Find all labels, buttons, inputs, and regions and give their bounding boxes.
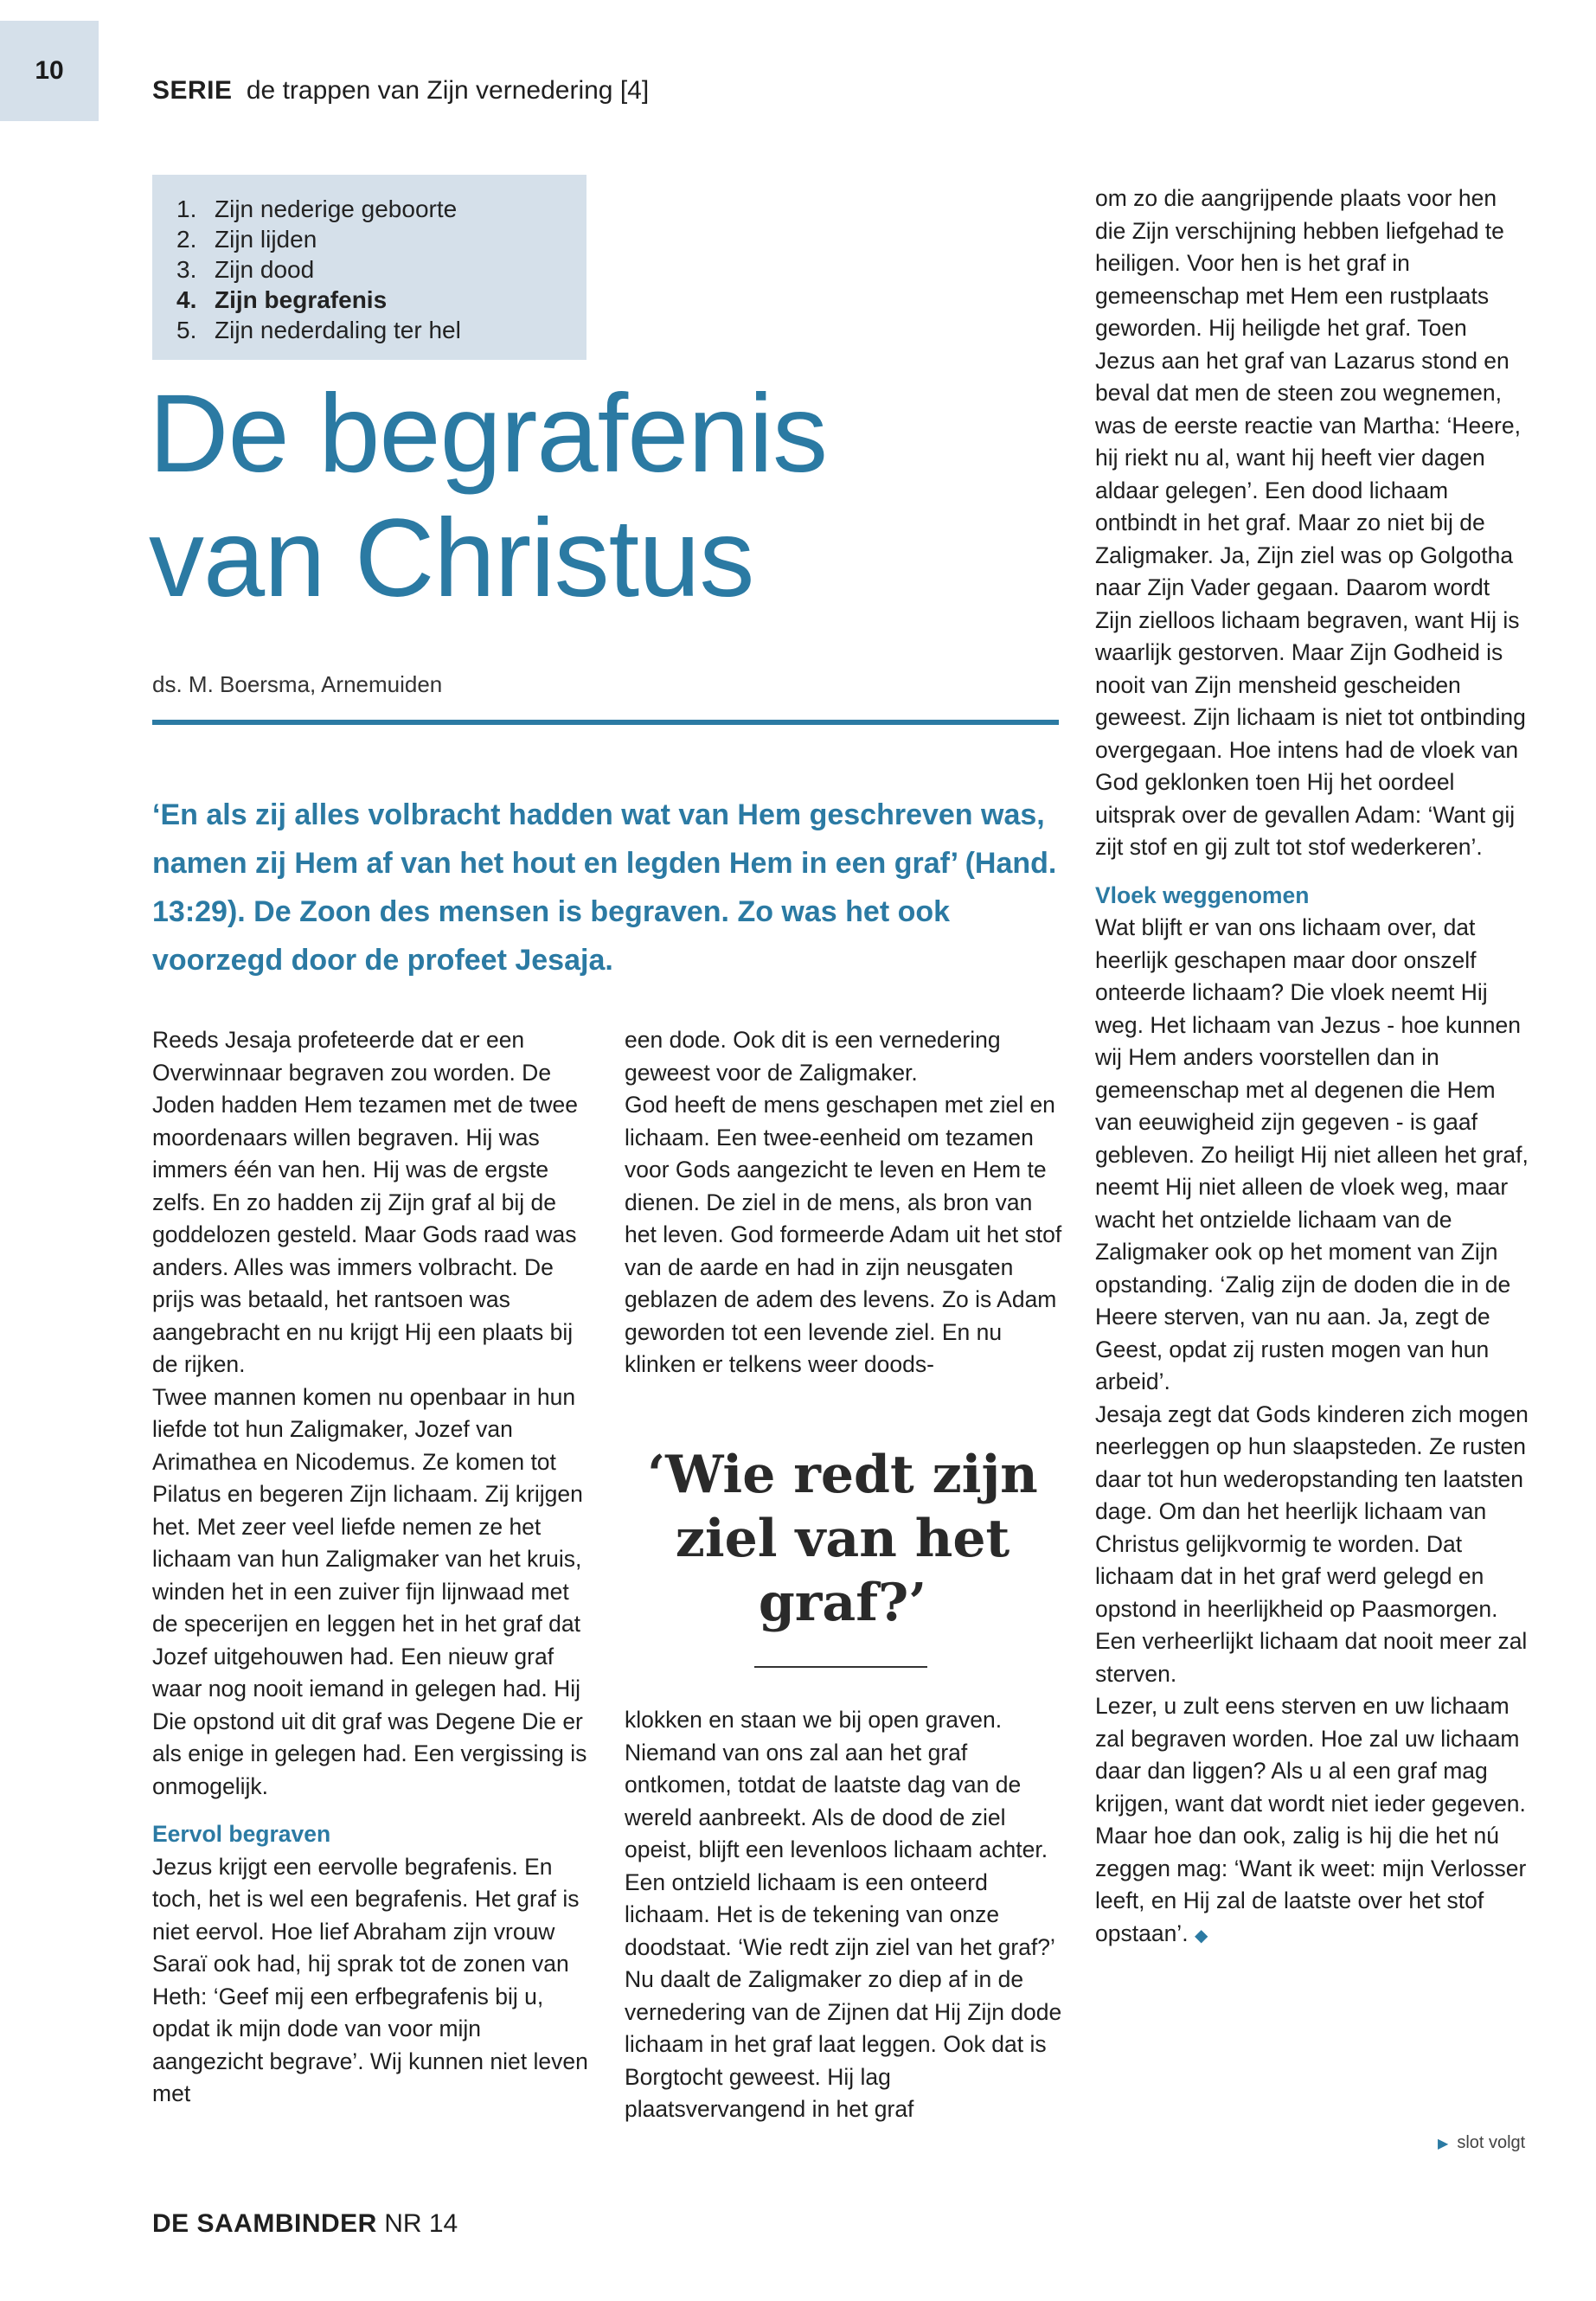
triangle-right-icon: ▶ xyxy=(1438,2137,1449,2151)
series-item-number: 1. xyxy=(176,195,197,222)
intro-lead: ‘En als zij alles volbracht hadden wat van Hem geschreven was, namen zij Hem af van het hout en legden Hem in een graf’ (Hand. 13:29). De Zoon des mensen is begraven. Zo was het ook voorzegd door de profeet Jesaja. xyxy=(152,798,1057,977)
subheading-vloek-weggenomen: Vloek weggenomen xyxy=(1095,881,1310,908)
author-byline: ds. M. Boersma, Arnemuiden xyxy=(152,671,443,697)
series-overview-box xyxy=(152,175,586,360)
column-2-top xyxy=(625,1024,1062,1381)
title-divider xyxy=(152,720,1059,725)
column-3 xyxy=(1095,183,1533,1952)
series-item-number: 5. xyxy=(176,317,197,343)
page-footer xyxy=(152,2209,458,2239)
magazine-name: DE SAAMBINDER xyxy=(152,2209,377,2238)
continued-label: slot volgt xyxy=(1457,2133,1526,2152)
series-item-label: Zijn begrafenis xyxy=(215,286,388,313)
series-item xyxy=(176,315,586,345)
series-item-current xyxy=(176,285,586,315)
continued-note xyxy=(1438,2133,1525,2153)
column-2-bottom xyxy=(625,1704,1062,2126)
running-header xyxy=(152,76,649,106)
paragraph: Reeds Jesaja profeteerde dat er een Overwinnaar begraven zou worden. De Joden hadden Hem tezamen met de twee moordenaars willen begraven. Hij was immers één van hen. Hij was de ergste zelfs. En zo hadden zij Zijn graf al bij de goddelozen gesteld. Maar Gods raad was anders. Alles was immers volbracht. De prijs was betaald, het rantsoen was aangebracht en nu krijgt Hij een plaats bij de rijken. xyxy=(152,1027,579,1377)
paragraph: Jezus krijgt een eervolle begrafenis. En toch, het is wel een begrafenis. Het graf is niet eervol. Hoe lief Abraham zijn vrouw Saraï ook had, hij sprak tot de zonen van Heth: ‘Geef mij een erfbegrafenis bij u, opdat ik mijn dode van voor mijn aangezicht begrave’. Wij kunnen niet leven met xyxy=(152,1853,588,2106)
paragraph: om zo die aangrijpende plaats voor hen die Zijn verschijning hebben liefgehad te heiligen. Voor hen is het graf in gemeenschap met Hem een rustplaats geworden. Hij heiligde het graf. Toen Jezus aan het graf van Lazarus stond en beval dat men de steen zou wegnemen, was de eerste reactie van Martha: ‘Heere, hij riekt nu al, want hij heeft vier dagen aldaar gelegen’. Een dood lichaam ontbindt in het graf. Maar zo niet bij de Zaligmaker. Ja, Zijn ziel was op Golgotha naar Zijn Vader gegaan. Daarom wordt Zijn zielloos lichaam begraven, want Hij is waarlijk gestorven. Maar Zijn Godheid is nooit van Zijn mensheid gescheiden geweest. Zijn lichaam is niet tot ontbinding overgegaan. Hoe intens had de vloek van God geklonken toen Hij het oordeel uitsprak over de gevallen Adam: ‘Want gij zijt stof en gij zult tot stof wederkeren’. xyxy=(1095,185,1526,860)
article-title xyxy=(149,372,1066,621)
issue-number: NR 14 xyxy=(384,2209,458,2238)
paragraph: God heeft de mens geschapen met ziel en lichaam. Een twee-eenheid om tezamen voor Gods aangezicht te leven en Hem te dienen. De ziel in de mens, als bron van het leven. God formeerde Adam uit het stof van de aarde en had in zijn neusgaten geblazen de adem des levens. Zo is Adam geworden tot een levende ziel. En nu klinken er telkens weer doods- xyxy=(625,1092,1062,1377)
end-diamond-icon: ◆ xyxy=(1194,1926,1208,1945)
series-item-number: 2. xyxy=(176,226,197,253)
paragraph-text: Lezer, u zult eens sterven en uw lichaam zal begraven worden. Hoe zal uw lichaam daar dan liggen? Als u al een graf mag krijgen, want dat wordt niet ieder gegeven. Maar hoe dan ook, zalig is hij die het nú zeggen mag: ‘Want ik weet: mijn Verlosser leeft, en Hij zal de laatste over het stof opstaan’. xyxy=(1095,1693,1527,1946)
paragraph: Wat blijft er van ons lichaam over, dat heerlijk geschapen maar door onszelf onteerde lichaam? Die vloek neemt Hij weg. Het lichaam van Jezus - hoe kunnen wij Hem anders voorstellen dan in gemeenschap met al degenen die Hem van eeuwigheid zijn gegeven - is gaaf gebleven. Zo heiligt Hij niet alleen het graf, neemt Hij niet alleen de vloek weg, maar wacht het ontzielde lichaam van de Zaligmaker ook op het moment van Zijn opstanding. ‘Zalig zijn de doden die in de Heere sterven, van nu aan. Ja, zegt de Geest, opdat zij rusten mogen van hun arbeid’. xyxy=(1095,914,1529,1394)
series-item-label: Zijn nederige geboorte xyxy=(215,195,458,222)
paragraph: Twee mannen komen nu openbaar in hun liefde tot hun Zaligmaker, Jozef van Arimathea en Nicodemus. Ze komen tot Pilatus en begeren Zijn lichaam. Zij krijgen het. Met zeer veel liefde nemen ze het lichaam van hun Zaligmaker van het kruis, winden het in een zuiver fijn lijnwaad met de specerijen en leggen het in het graf dat Jozef uitgehouwen had. Een nieuw graf waar nog nooit iemand in gelegen had. Hij Die opstond uit dit graf was Degene Die er als enige in gelegen had. Een vergissing is onmogelijk. xyxy=(152,1383,587,1799)
series-item-number: 4. xyxy=(176,286,197,313)
header-subtitle: de trappen van Zijn vernedering [4] xyxy=(246,76,650,105)
series-item-number: 3. xyxy=(176,256,197,283)
paragraph: Jesaja zegt dat Gods kinderen zich mogen neerleggen op hun slaapsteden. Ze rusten daar tot hun wederopstanding ten laatsten dage. Om dan het heerlijk lichaam van Christus gelijkvormig te worden. Dat lichaam dat in het graf werd gelegd en opstond in heerlijkheid op Paasmorgen. Een verheerlijkt lichaam dat nooit meer zal sterven. xyxy=(1095,1400,1529,1687)
column-1 xyxy=(152,1024,593,2111)
paragraph-final xyxy=(1095,1690,1533,1952)
series-item-label: Zijn lijden xyxy=(215,226,317,253)
page-number: 10 xyxy=(0,21,99,121)
header-serie-label: SERIE xyxy=(152,76,233,105)
paragraph: Nu daalt de Zaligmaker zo diep af in de vernedering van de Zijnen dat Hij Zijn dode lichaam in het graf laat leggen. Ook dat is Borgtocht geweest. Hij lag plaatsvervangend in het graf xyxy=(625,1966,1062,2122)
series-list xyxy=(176,194,586,345)
paragraph: klokken en staan we bij open graven. Niemand van ons zal aan het graf ontkomen, totdat de laatste dag van de wereld aanbreekt. Als de dood de ziel opeist, blijft een levenloos lichaam achter. Een ontzield lichaam is een onteerd lichaam. Het is de tekening van onze doodstaat. ‘Wie redt zijn ziel van het graf?’ xyxy=(625,1707,1055,1960)
series-item xyxy=(176,254,586,285)
subheading-eervol-begraven: Eervol begraven xyxy=(152,1821,331,1847)
title-line-2: van Christus xyxy=(149,497,754,620)
series-item-label: Zijn dood xyxy=(215,256,315,283)
pull-quote: ‘Wie redt zijn ziel van het graf?’ xyxy=(647,1445,1038,1633)
title-line-1: De begrafenis xyxy=(149,372,827,496)
series-item xyxy=(176,194,586,224)
pull-quote-divider xyxy=(754,1666,927,1668)
paragraph: een dode. Ook dit is een vernedering geweest voor de Zaligmaker. xyxy=(625,1027,1001,1086)
series-item-label: Zijn nederdaling ter hel xyxy=(215,317,461,343)
series-item xyxy=(176,224,586,254)
